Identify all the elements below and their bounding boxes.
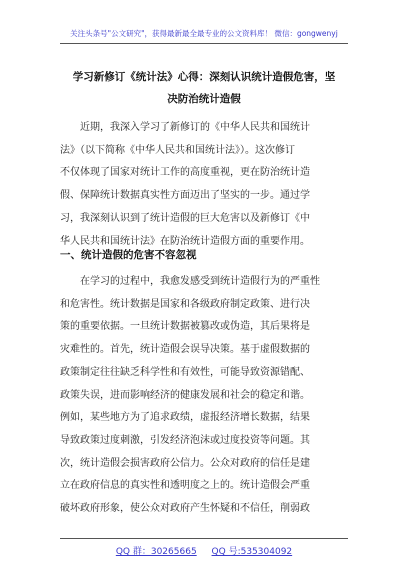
paragraph-line: 导致政策过度刺激，引发经济泡沫或过度投资等问题。其 — [60, 434, 310, 446]
paragraph-line: 破坏政府形象，使公众对政府产生怀疑和不信任，削弱政 — [60, 503, 310, 515]
paragraph-line: 灾难性的。首先，统计造假会误导决策。基于虚假数据的 — [60, 344, 310, 356]
paragraph-line: 法》（以下简称《中华人民共和国统计法》）。这次修订 — [60, 144, 295, 156]
paragraph-line: 和危害性。统计数据是国家和各级政府制定政策、进行决 — [60, 298, 310, 310]
paragraph-line: 不仅体现了国家对统计工作的高度重视，更在防治统计造 — [60, 167, 310, 179]
paragraph-line: 次，统计造假会损害政府公信力。公众对政府的信任是建 — [60, 457, 310, 469]
paragraph-line: 习，我深刻认识到了统计造假的巨大危害以及新修订《中 — [60, 212, 310, 224]
header-note: 关注头条号"公文研究"，获得最新最全最专业的公文资料库！ 微信：gongwenyj — [70, 29, 338, 38]
footer-contact — [0, 544, 408, 557]
paragraph-line: 政策失误，进而影响经济的健康发展和社会的稳定和谐。 — [60, 389, 310, 401]
paragraph-line: 立在政府信息的真实性和透明度之上的。统计造假会严重 — [60, 480, 310, 492]
paragraph-body — [60, 271, 348, 521]
paragraph-line: 在学习的过程中，我愈发感受到统计造假行为的严重性 — [80, 276, 320, 287]
paragraph-intro — [60, 117, 348, 253]
title-line-2: 决防治统计造假 — [167, 93, 241, 105]
footer-divider — [60, 538, 348, 539]
paragraph-line: 假、保障统计数据真实性方面迈出了坚实的一步。通过学 — [60, 190, 310, 202]
paragraph-line: 华人民共和国统计法》在防治统计造假方面的重要作用。 — [60, 235, 310, 247]
paragraph-line: 政策制定往往缺乏科学性和有效性，可能导致资源错配、 — [60, 366, 310, 378]
section-heading: 一、统计造假的危害不容忽视 — [60, 249, 197, 261]
qq-number-link[interactable]: QQ 号:535304092 — [211, 547, 293, 557]
header-divider — [60, 43, 348, 44]
document-title — [60, 66, 348, 110]
title-line-1: 学习新修订《统计法》心得：深刻认识统计造假危害，坚 — [72, 71, 336, 83]
paragraph-line: 例如，某些地方为了追求政绩，虚报经济增长数据，结果 — [60, 412, 310, 424]
qq-group-link[interactable]: QQ 群：30265665 — [115, 547, 197, 557]
paragraph-line: 策的重要依据。一旦统计数据被篡改或伪造，其后果将是 — [60, 321, 310, 333]
paragraph-line: 近期，我深入学习了新修订的《中华人民共和国统计 — [80, 122, 310, 133]
